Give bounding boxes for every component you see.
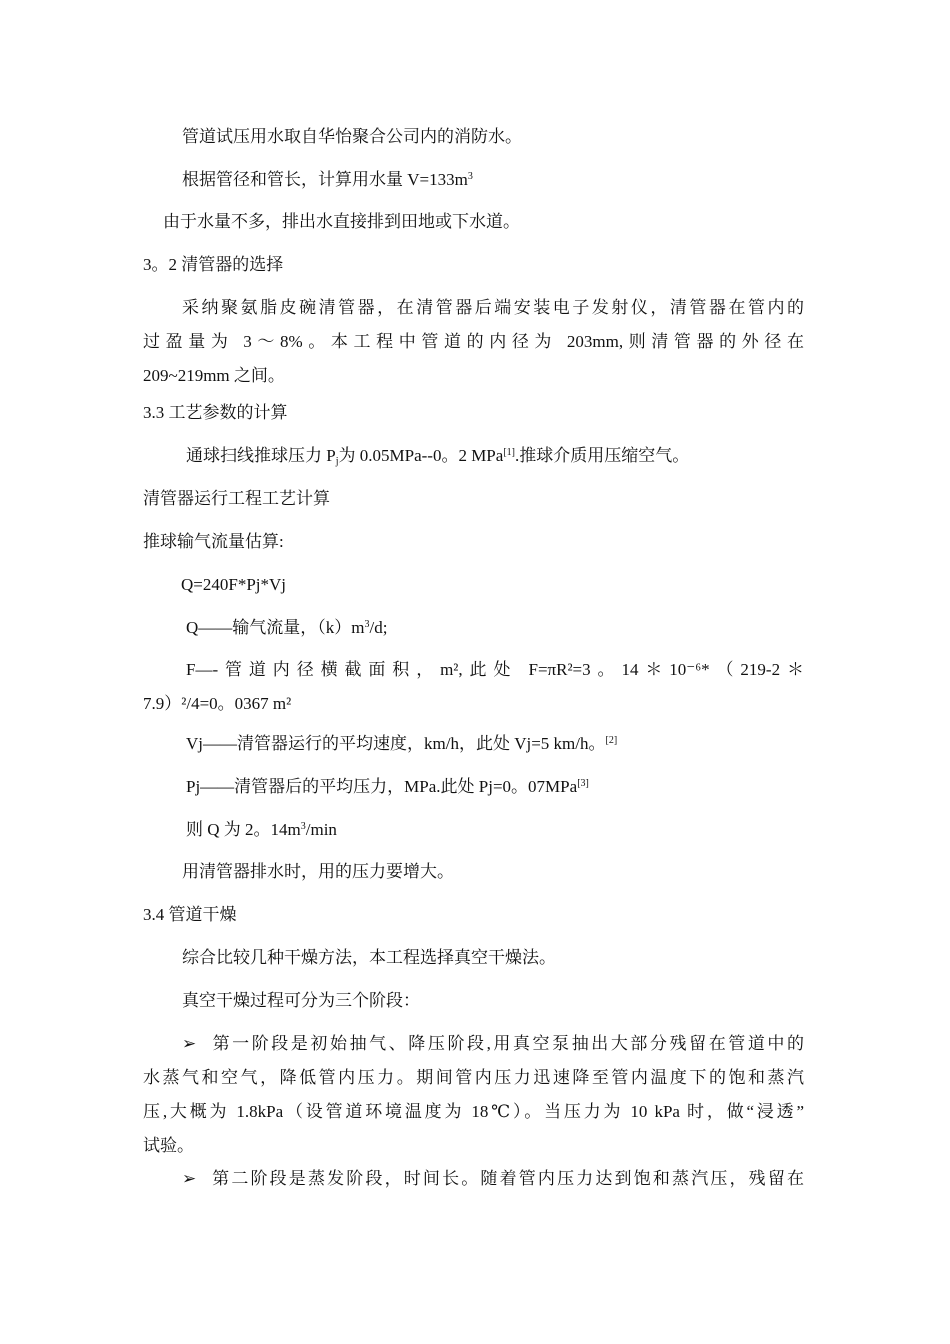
- pig-selection-line-1: 采纳聚氨脂皮碗清管器，在清管器后端安装电子发射仪，清管器在管内的: [182, 298, 804, 317]
- paragraph-pig-selection: [143, 298, 804, 400]
- definition-pj-text: Pj——清管器后的平均压力，MPa.此处 Pj=0。07MPa: [186, 777, 578, 796]
- definition-q: [186, 618, 387, 638]
- stage-1-line-4: 试验。: [143, 1136, 194, 1155]
- superscript: 3: [467, 171, 473, 182]
- definition-vj-text: Vj——清管器运行的平均速度，km/h，此处 Vj=5 km/h。: [186, 734, 606, 753]
- paragraph-flow-estimate: 推球输气流量估算:: [143, 532, 284, 551]
- paragraph-water-volume: [182, 170, 473, 190]
- pressure-text-b: 为 0.05MPa--0。2 MPa: [338, 446, 504, 465]
- paragraph-drainage: 由于水量不多，排出水直接排到田地或下水道。: [163, 212, 520, 231]
- pressure-text-c: .推球介质用压缩空气。: [514, 446, 690, 465]
- arrow-bullet-icon: ➢: [182, 1169, 197, 1188]
- heading-3-3: 3.3 工艺参数的计算: [143, 403, 288, 422]
- superscript: 3: [364, 619, 370, 630]
- bullet-stage-2: [143, 1169, 804, 1203]
- definition-q-unit: /d;: [369, 618, 388, 637]
- paragraph-process-calc: 清管器运行工程工艺计算: [143, 489, 330, 508]
- definition-pj: [186, 777, 589, 797]
- pressure-text-a: 通球扫线推球压力 P: [186, 446, 336, 465]
- paragraph-drying-method: 综合比较几种干燥方法，本工程选择真空干燥法。: [182, 948, 556, 967]
- stage-2-text-1: 第二阶段是蒸发阶段，时间长。随着管内压力达到饱和蒸汽压，残留在: [210, 1169, 804, 1188]
- arrow-bullet-icon: ➢: [182, 1034, 197, 1053]
- heading-3-2: 3。2 清管器的选择: [143, 255, 284, 274]
- stage-2-line-1: [143, 1169, 804, 1203]
- subscript: j: [335, 456, 339, 467]
- bullet-stage-1: [143, 1034, 804, 1170]
- pig-selection-line-2: 过盈量为 3～8%。本工程中管道的内径为 203mm,则清管器的外径在: [143, 332, 804, 351]
- paragraph-drying-stages: 真空干燥过程可分为三个阶段：: [182, 991, 420, 1010]
- superscript: 3: [300, 821, 306, 832]
- stage-1-line-3: 压,大概为 1.8kPa（设管道环境温度为 18℃）。当压力为 10 kPa 时，做“浸透”: [143, 1102, 804, 1121]
- definition-f-line-1: F—-管道内径横截面积，m²,此处 F=πR²=3。14＊10⁻⁶*（219-2＊: [186, 660, 804, 679]
- citation-1: [1]: [503, 447, 515, 458]
- result-q-text: 则 Q 为 2。14m: [186, 820, 301, 839]
- stage-1-text-1: 第一阶段是初始抽气、降压阶段,用真空泵抽出大部分残留在管道中的: [210, 1034, 804, 1053]
- result-q: [186, 820, 337, 840]
- stage-1-line-1: [143, 1034, 804, 1068]
- paragraph-drain-pressure: 用清管器排水时，用的压力要增大。: [182, 862, 454, 881]
- pig-selection-line-3: 209~219mm 之间。: [143, 366, 285, 385]
- formula: Q=240F*Pj*Vj: [181, 575, 286, 594]
- heading-3-4: 3.4 管道干燥: [143, 905, 237, 924]
- citation-2: [2]: [605, 735, 618, 746]
- citation-3: [3]: [577, 778, 589, 789]
- water-volume-text: 根据管径和管长，计算用水量 V=133m: [182, 170, 468, 189]
- definition-f-line-2: 7.9）²/4=0。0367 m²: [143, 694, 292, 713]
- paragraph-pigging-pressure: [186, 446, 689, 466]
- definition-q-text: Q——输气流量，（k）m: [186, 618, 365, 637]
- result-q-unit: /min: [305, 820, 337, 839]
- stage-1-line-2: 水蒸气和空气，降低管内压力。期间管内压力迅速降至管内温度下的饱和蒸汽: [143, 1068, 804, 1087]
- paragraph-water-source: 管道试压用水取自华怡聚合公司内的消防水。: [182, 127, 522, 146]
- definition-f: [143, 660, 804, 728]
- definition-vj: [186, 734, 617, 754]
